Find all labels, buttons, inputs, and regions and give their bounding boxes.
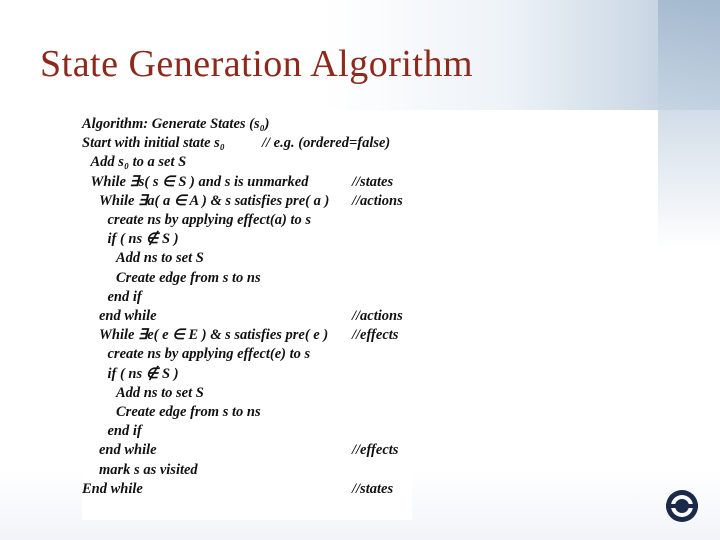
algorithm-line: Create edge from s to ns	[116, 269, 261, 286]
algorithm-line: Add s₀ to a set S	[90, 154, 187, 171]
algorithm-line: While ∃e( e ∈ E ) & s satisfies pre( e )	[99, 327, 329, 344]
algorithm-comment: //actions	[352, 308, 403, 324]
algorithm-comment: // e.g. (ordered=false)	[262, 135, 391, 152]
algorithm-line: end if	[107, 423, 142, 440]
algorithm-line: end while	[99, 308, 157, 324]
algorithm-line: if ( ns ∉ S )	[107, 231, 179, 248]
algorithm-block	[82, 116, 412, 520]
algorithm-line: end while	[99, 442, 157, 459]
algorithm-line: Start with initial state s₀	[82, 135, 225, 152]
algorithm-line: Add ns to set S	[116, 250, 204, 267]
decorative-strip	[658, 0, 720, 250]
algorithm-comment: //actions	[352, 192, 403, 209]
algorithm-line: end if	[107, 288, 142, 305]
algorithm-line: End while	[82, 480, 143, 497]
algorithm-line: create ns by applying effect(e) to s	[107, 346, 311, 363]
algorithm-line: While ∃a( a ∈ A ) & s satisfies pre( a )	[99, 192, 330, 209]
algorithm-header: Algorithm: Generate States (s₀)	[82, 116, 270, 132]
algorithm-line: Add ns to set S	[116, 384, 204, 401]
algorithm-comment: //effects	[352, 327, 399, 344]
algorithm-line: Create edge from s to ns	[116, 404, 261, 420]
algorithm-line: While ∃s( s ∈ S ) and s is unmarked	[90, 173, 309, 190]
algorithm-comment: //states	[352, 173, 394, 190]
university-seal-icon	[662, 488, 702, 524]
algorithm-line: if ( ns ∉ S )	[107, 365, 179, 382]
algorithm-comment: //effects	[352, 442, 399, 459]
algorithm-line: mark s as visited	[99, 461, 198, 478]
algorithm-line: create ns by applying effect(a) to s	[107, 212, 311, 228]
slide-title: State Generation Algorithm	[40, 43, 474, 85]
algorithm-comment: //states	[352, 480, 394, 497]
